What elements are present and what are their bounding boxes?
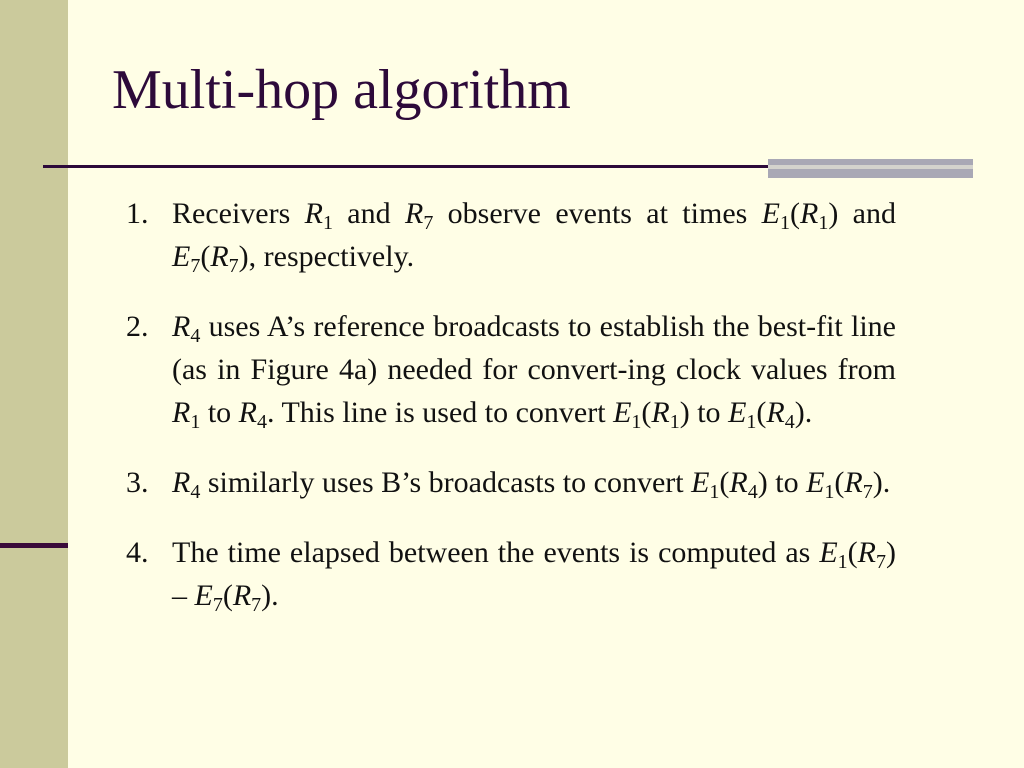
math-variable-letter: R [729,466,748,499]
math-variable [651,396,680,433]
math-variable-letter: R [238,396,257,429]
math-variable [238,396,267,433]
step-number: 3. [126,466,149,499]
math-variable-subscript: 7 [190,255,201,277]
title-underline-accent [768,159,973,178]
math-variable-letter: R [800,197,819,230]
math-variable [761,197,790,234]
step-item [126,192,896,278]
math-variable [766,396,795,433]
step-text-segment: ( [641,396,652,429]
math-variable-letter: R [172,310,191,343]
math-variable-subscript: 1 [837,551,848,573]
math-variable-subscript: 1 [322,212,333,234]
math-variable-letter: E [691,466,710,499]
math-variable-subscript: 7 [876,551,886,573]
math-variable-subscript: 4 [190,481,201,503]
math-variable-letter: E [761,197,780,230]
step-text-segment: observe events at times [433,197,762,230]
step-text-segment: ( [834,466,845,499]
steps-list [126,192,896,644]
math-variable-subscript: 1 [631,411,642,433]
math-variable-letter: R [172,396,191,429]
step-text-segment: to [200,396,239,429]
math-variable-subscript: 1 [746,411,757,433]
step-text [172,461,896,504]
math-variable-letter: E [806,466,825,499]
math-variable-subscript: 4 [747,481,758,503]
math-variable [691,466,720,503]
step-item [126,461,896,504]
math-variable [172,466,201,503]
math-variable [819,536,848,573]
step-text-segment: ( [222,579,233,612]
math-variable-subscript: 7 [862,481,873,503]
math-variable [800,197,829,234]
step-text [172,305,896,434]
slide-title: Multi-hop algorithm [112,59,571,121]
math-variable-letter: E [172,240,191,273]
math-variable [729,466,758,503]
math-variable-subscript: 7 [228,255,239,277]
step-text-segment: ( [200,240,211,273]
math-variable [232,579,262,616]
step-number: 1. [126,197,149,230]
step-text-segment: ) – [172,536,896,612]
step-item [126,531,896,617]
math-variable-letter: E [728,396,747,429]
step-text-segment: ( [719,466,730,499]
step-text [172,531,896,617]
math-variable-subscript: 4 [784,411,795,433]
math-variable-subscript: 7 [212,594,223,616]
math-variable-subscript: 1 [824,481,835,503]
step-text-segment: ) and [828,197,896,230]
title-underline [43,165,768,168]
step-item [126,305,896,434]
math-variable-letter: R [766,396,785,429]
math-variable [304,197,333,234]
math-variable [210,240,239,277]
step-text-segment: similarly uses B’s broadcasts to convert [200,466,692,499]
math-variable [172,396,201,433]
math-variable-subscript: 4 [190,325,201,347]
math-variable-letter: R [651,396,670,429]
step-text-segment: ). [872,466,891,499]
math-variable-subscript: 4 [257,411,267,433]
math-variable-subscript: 1 [669,411,680,433]
math-variable-subscript: 1 [190,411,201,433]
math-variable [404,197,434,234]
step-text [172,192,896,278]
math-variable-letter: R [172,466,191,499]
step-text-segment: ). [794,396,813,429]
step-number: 2. [126,310,149,343]
step-text-segment: Receivers [172,197,305,230]
math-variable-subscript: 1 [818,212,829,234]
step-text-segment: ( [756,396,767,429]
math-variable [844,466,873,503]
step-text-segment: ( [847,536,858,569]
step-text-segment: . This line is used to convert [267,396,614,429]
math-variable [172,310,201,347]
math-variable-letter: E [613,396,632,429]
step-text-segment: uses A’s reference broadcasts to establish the best-fit line (as in Figure 4a) needed for convert-ing clock values from [172,310,896,386]
step-text-segment: The time elapsed between the events is computed as [172,536,820,569]
math-variable-subscript: 7 [423,212,434,234]
math-variable-letter: R [304,197,323,230]
step-text-segment: ) to [757,466,807,499]
math-variable-subscript: 1 [780,212,790,234]
math-variable-letter: E [194,579,213,612]
left-sidebar-band [0,0,68,768]
math-variable-letter: R [844,466,863,499]
math-variable [172,240,201,277]
math-variable [857,536,886,573]
sidebar-accent-line [0,543,68,548]
step-text-segment: ). [261,579,279,612]
math-variable [806,466,835,503]
math-variable-letter: R [232,579,252,612]
step-number: 4. [126,536,149,569]
step-text-segment: ), respectively. [238,240,415,273]
math-variable [194,579,223,616]
step-text-segment: ( [790,197,800,230]
math-variable-letter: R [857,536,876,569]
step-text-segment: and [332,197,405,230]
step-text-segment: ) to [679,396,729,429]
math-variable [613,396,642,433]
math-variable-subscript: 7 [251,594,262,616]
math-variable [728,396,757,433]
math-variable-letter: E [819,536,838,569]
math-variable-letter: R [404,197,424,230]
math-variable-subscript: 1 [709,481,720,503]
math-variable-letter: R [210,240,229,273]
